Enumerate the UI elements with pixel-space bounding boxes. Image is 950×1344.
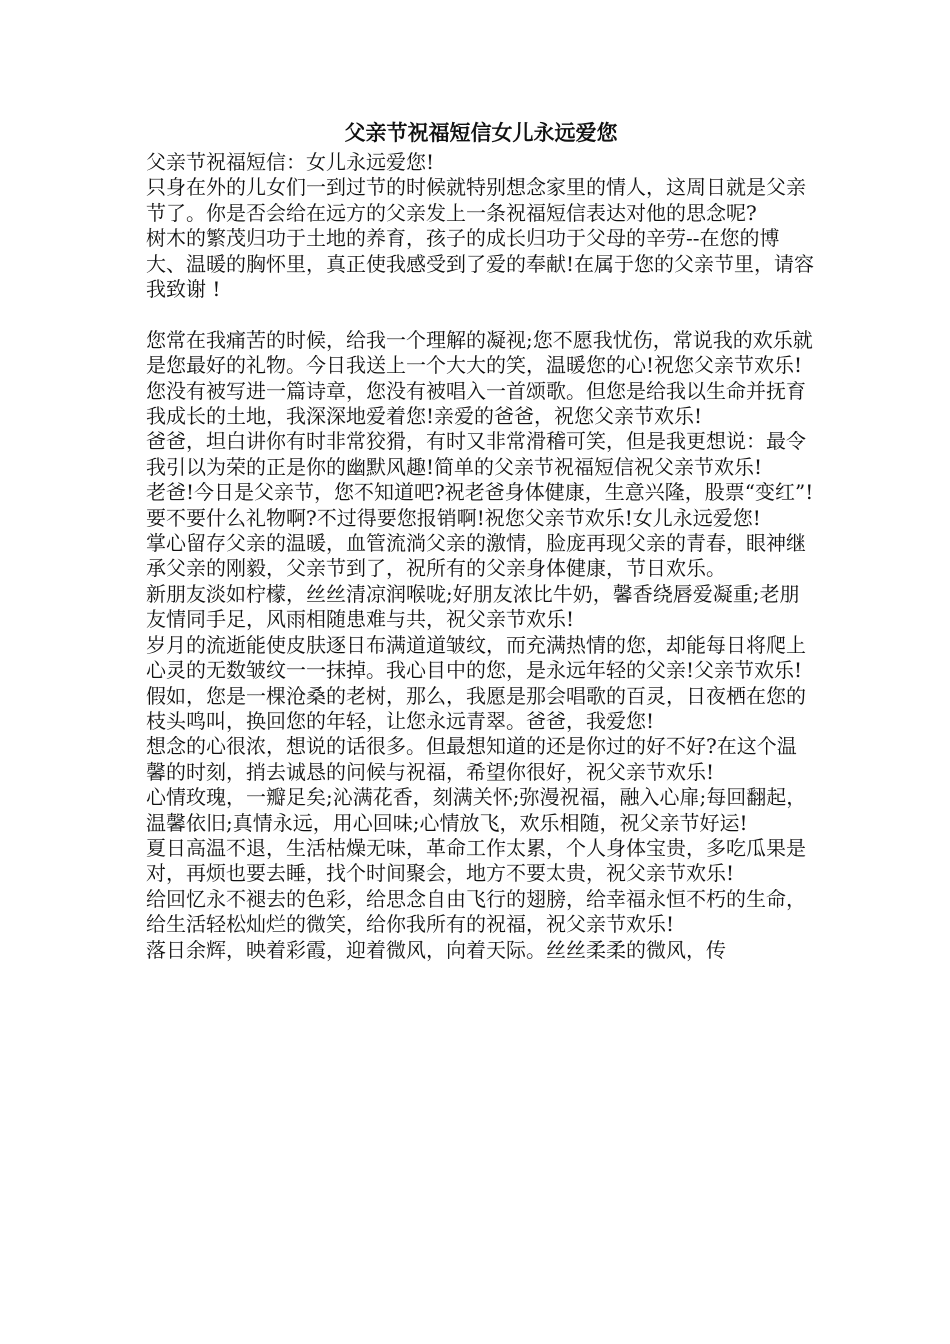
paragraph: 树木的繁茂归功于土地的养育，孩子的成长归功于父母的辛劳--在您的博大、温暖的胸怀里，真正使我感受到了爱的奉献!在属于您的父亲节里，请容我致谢 ! [146,226,815,302]
paragraph: 岁月的流逝能使皮肤逐日布满道道皱纹，而充满热情的您，却能每日将爬上心灵的无数皱纹一一抹掉。我心目中的您，是永远年轻的父亲!父亲节欢乐! [146,632,806,683]
paragraph: 夏日高温不退，生活枯燥无味，革命工作太累，个人身体宝贵，多吃瓜果是对，再烦也要去睡，找个时间聚会，地方不要太贵，祝父亲节欢乐! [146,835,806,886]
paragraph: 给回忆永不褪去的色彩，给思念自由飞行的翅膀，给幸福永恒不朽的生命，给生活轻松灿烂的微笑，给你我所有的祝福，祝父亲节欢乐! [146,886,806,937]
paragraph: 假如，您是一棵沧桑的老树，那么，我愿是那会唱歌的百灵，日夜栖在您的枝头鸣叫，换回您的年轻，让您永远青翠。爸爸，我爱您! [146,683,806,733]
paragraph: 您没有被写进一篇诗章，您没有被唱入一首颂歌。但您是给我以生命并抚育我成长的土地，我深深地爱着您!亲爱的爸爸，祝您父亲节欢乐! [146,378,806,429]
document-body [146,150,816,963]
paragraph: 您常在我痛苦的时候，给我一个理解的凝视;您不愿我忧伤，常说我的欢乐就是您最好的礼物。今日我送上一个大大的笑，温暖您的心!祝您父亲节欢乐! [146,327,813,378]
paragraph: 心情玫瑰，一瓣足矣;沁满花香，刻满关怀;弥漫祝福，融入心扉;每回翻起，温馨依旧;真情永远，用心回味;心情放飞，欢乐相随，祝父亲节好运! [146,785,807,835]
paragraph: 落日余辉，映着彩霞，迎着微风，向着天际。丝丝柔柔的微风，传 [146,937,726,962]
document-page [146,118,816,963]
paragraph: 爸爸，坦白讲你有时非常狡猾，有时又非常滑稽可笑，但是我更想说：最令我引以为荣的正是你的幽默风趣!简单的父亲节祝福短信祝父亲节欢乐! [146,429,806,479]
paragraph: 新朋友淡如柠檬，丝丝清凉润喉咙;好朋友浓比牛奶，馨香绕唇爱凝重;老朋友情同手足，风雨相随患难与共，祝父亲节欢乐! [146,581,800,632]
paragraph: 想念的心很浓，想说的话很多。但最想知道的还是你过的好不好?在这个温馨的时刻，捎去诚恳的问候与祝福，希望你很好，祝父亲节欢乐! [146,734,797,784]
paragraph: 老爸!今日是父亲节，您不知道吧?祝老爸身体健康，生意兴隆，股票“变红”!要不要什么礼物啊?不过得要您报销啊!祝您父亲节欢乐!女儿永远爱您! [146,480,814,530]
paragraph: 只身在外的儿女们一到过节的时候就特别想念家里的情人，这周日就是父亲节了。你是否会给在远方的父亲发上一条祝福短信表达对他的思念呢? [146,175,806,225]
document-title: 父亲节祝福短信女儿永远爱您 [344,120,618,145]
paragraph: 父亲节祝福短信：女儿永远爱您! [146,150,435,174]
blank-line [146,302,816,327]
paragraph: 掌心留存父亲的温暖，血管流淌父亲的激情，脸庞再现父亲的青春，眼神继承父亲的刚毅，父亲节到了，祝所有的父亲身体健康，节日欢乐。 [146,531,806,581]
